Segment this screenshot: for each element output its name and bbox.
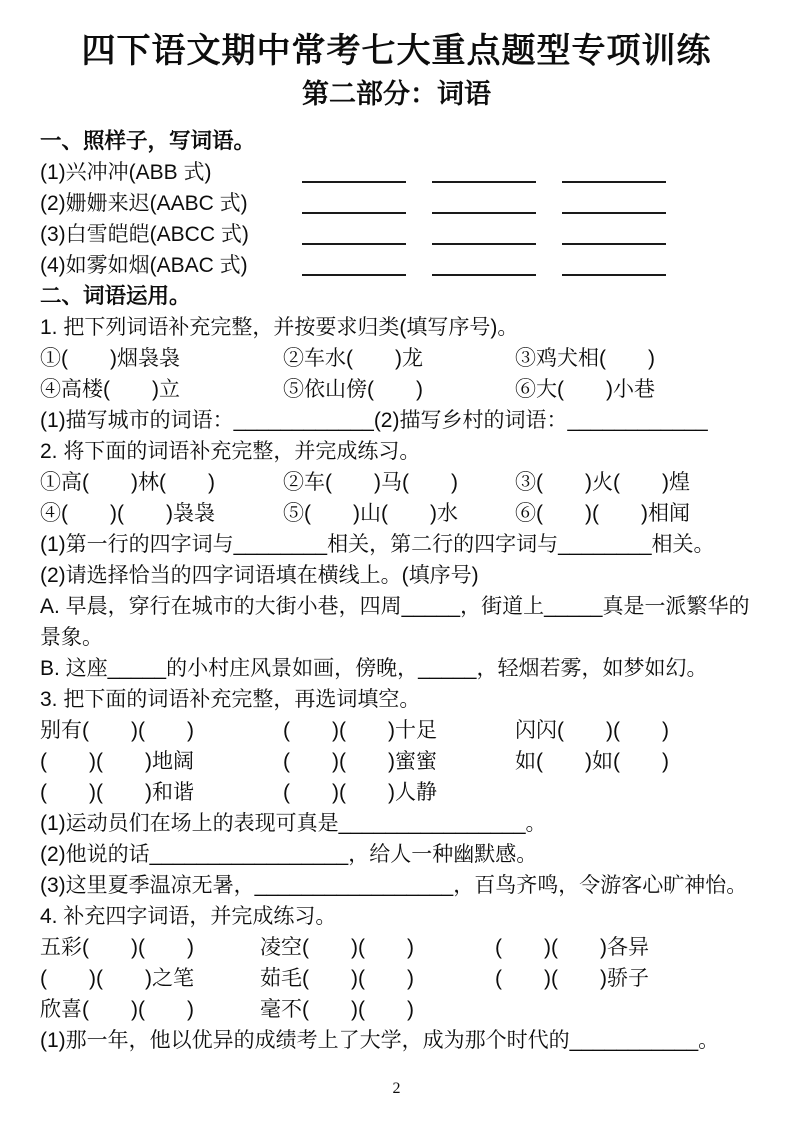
word-bank-item: 凌空( )( )	[260, 936, 414, 959]
word-bank-item: ①高( )林( )	[40, 471, 215, 494]
word-bank-item: ⑥( )( )相闻	[515, 502, 690, 525]
word-bank-item: 闪闪( )( )	[515, 719, 669, 742]
word-bank-item: ( )( )和谐	[40, 781, 194, 804]
question-3-prompt: 3. 把下面的词语补充完整，再选词填空。	[40, 688, 421, 711]
word-bank-row	[40, 467, 753, 498]
page-number: 2	[392, 1080, 401, 1097]
example-word-row-1	[40, 157, 753, 188]
example-word-label: (3)白雪皑皑(ABCC 式)	[40, 223, 249, 246]
word-bank-row	[40, 343, 753, 374]
word-bank-item: ⑤依山傍( )	[283, 378, 423, 401]
answer-blank	[432, 181, 536, 183]
word-bank-item: ( )( )骄子	[495, 967, 649, 990]
answer-blank	[302, 243, 406, 245]
fill-in-sentence-a-cont: 景象。	[40, 626, 103, 649]
word-bank-item: ( )( )地阔	[40, 750, 194, 773]
word-bank-item: ( )( )各异	[495, 936, 649, 959]
word-bank-item: ③( )火( )煌	[515, 471, 690, 494]
word-bank-item: 别有( )( )	[40, 719, 194, 742]
section-2-heading: 二、词语运用。	[40, 284, 191, 308]
answer-blank	[562, 274, 666, 276]
question-4-prompt: 4. 补充四字词语，并完成练习。	[40, 905, 337, 928]
section-1-heading: 一、照样子，写词语。	[40, 129, 256, 153]
question-1-prompt: 1. 把下列词语补充完整，并按要求归类(填写序号)。	[40, 316, 519, 339]
fill-in-sentence: (1)第一行的四字词与________相关，第二行的四字词与________相关。	[40, 533, 715, 556]
word-bank-row	[40, 498, 753, 529]
fill-in-sentence: (3)这里夏季温凉无暑，_________________，百鸟齐鸣，令游客心旷神怡。	[40, 874, 748, 897]
word-bank-item: ⑥大( )小巷	[515, 378, 655, 401]
word-bank-row	[40, 746, 753, 777]
word-bank-item: 茹毛( )( )	[260, 967, 414, 990]
answer-blank	[302, 181, 406, 183]
answer-blank	[302, 212, 406, 214]
word-bank-item: 毫不( )( )	[260, 998, 414, 1021]
example-word-label: (2)姗姗来迟(AABC 式)	[40, 192, 248, 215]
word-bank-row	[40, 994, 753, 1025]
answer-blank	[432, 243, 536, 245]
word-bank-item: ④高楼( )立	[40, 378, 180, 401]
fill-in-sentence: (1)那一年，他以优异的成绩考上了大学，成为那个时代的___________。	[40, 1029, 720, 1052]
word-bank-item	[515, 777, 753, 808]
page-subtitle: 第二部分：词语	[302, 79, 491, 109]
word-bank-item: ②车水( )龙	[283, 347, 423, 370]
answer-blank	[562, 212, 666, 214]
fill-in-sentence: (1)运动员们在场上的表现可真是________________。	[40, 812, 547, 835]
question-2-prompt: 2. 将下面的词语补充完整，并完成练习。	[40, 440, 421, 463]
word-bank-item: ①( )烟袅袅	[40, 347, 180, 370]
fill-in-sentence-a: A. 早晨，穿行在城市的大街小巷，四周_____，街道上_____真是一派繁华的	[40, 595, 750, 618]
answer-blank	[432, 274, 536, 276]
page-title: 四下语文期中常考七大重点题型专项训练	[81, 32, 712, 70]
example-word-row-2	[40, 188, 753, 219]
worksheet-content	[40, 126, 753, 1056]
word-bank-item: ( )( )人静	[283, 781, 437, 804]
word-bank-row	[40, 963, 753, 994]
classify-fill-line: (1)描写城市的词语：____________(2)描写乡村的词语：____________	[40, 409, 708, 432]
word-bank-row	[40, 777, 753, 808]
word-bank-item: ( )( )十足	[283, 719, 437, 742]
example-word-label: (1)兴冲冲(ABB 式)	[40, 161, 212, 184]
answer-blank	[562, 243, 666, 245]
example-word-label: (4)如雾如烟(ABAC 式)	[40, 254, 248, 277]
example-word-row-3	[40, 219, 753, 250]
word-bank-item: ( )( )蜜蜜	[283, 750, 437, 773]
word-bank-item: 欣喜( )( )	[40, 998, 194, 1021]
answer-blank	[432, 212, 536, 214]
word-bank-item: ②车( )马( )	[283, 471, 458, 494]
answer-blank	[302, 274, 406, 276]
word-bank-item: ③鸡犬相( )	[515, 347, 655, 370]
word-bank-item: 如( )如( )	[515, 750, 669, 773]
fill-in-instruction: (2)请选择恰当的四字词语填在横线上。(填序号)	[40, 564, 479, 587]
word-bank-item: ⑤( )山( )水	[283, 502, 458, 525]
word-bank-item: ④( )( )袅袅	[40, 502, 215, 525]
word-bank-row	[40, 374, 753, 405]
word-bank-row	[40, 715, 753, 746]
fill-in-sentence: (2)他说的话_________________，给人一种幽默感。	[40, 843, 538, 866]
word-bank-item: ( )( )之笔	[40, 967, 194, 990]
word-bank-row	[40, 932, 753, 963]
word-bank-item	[495, 994, 753, 1025]
fill-in-sentence-b: B. 这座_____的小村庄风景如画，傍晚，_____，轻烟若雾，如梦如幻。	[40, 657, 708, 680]
example-word-row-4	[40, 250, 753, 281]
word-bank-item: 五彩( )( )	[40, 936, 194, 959]
answer-blank	[562, 181, 666, 183]
